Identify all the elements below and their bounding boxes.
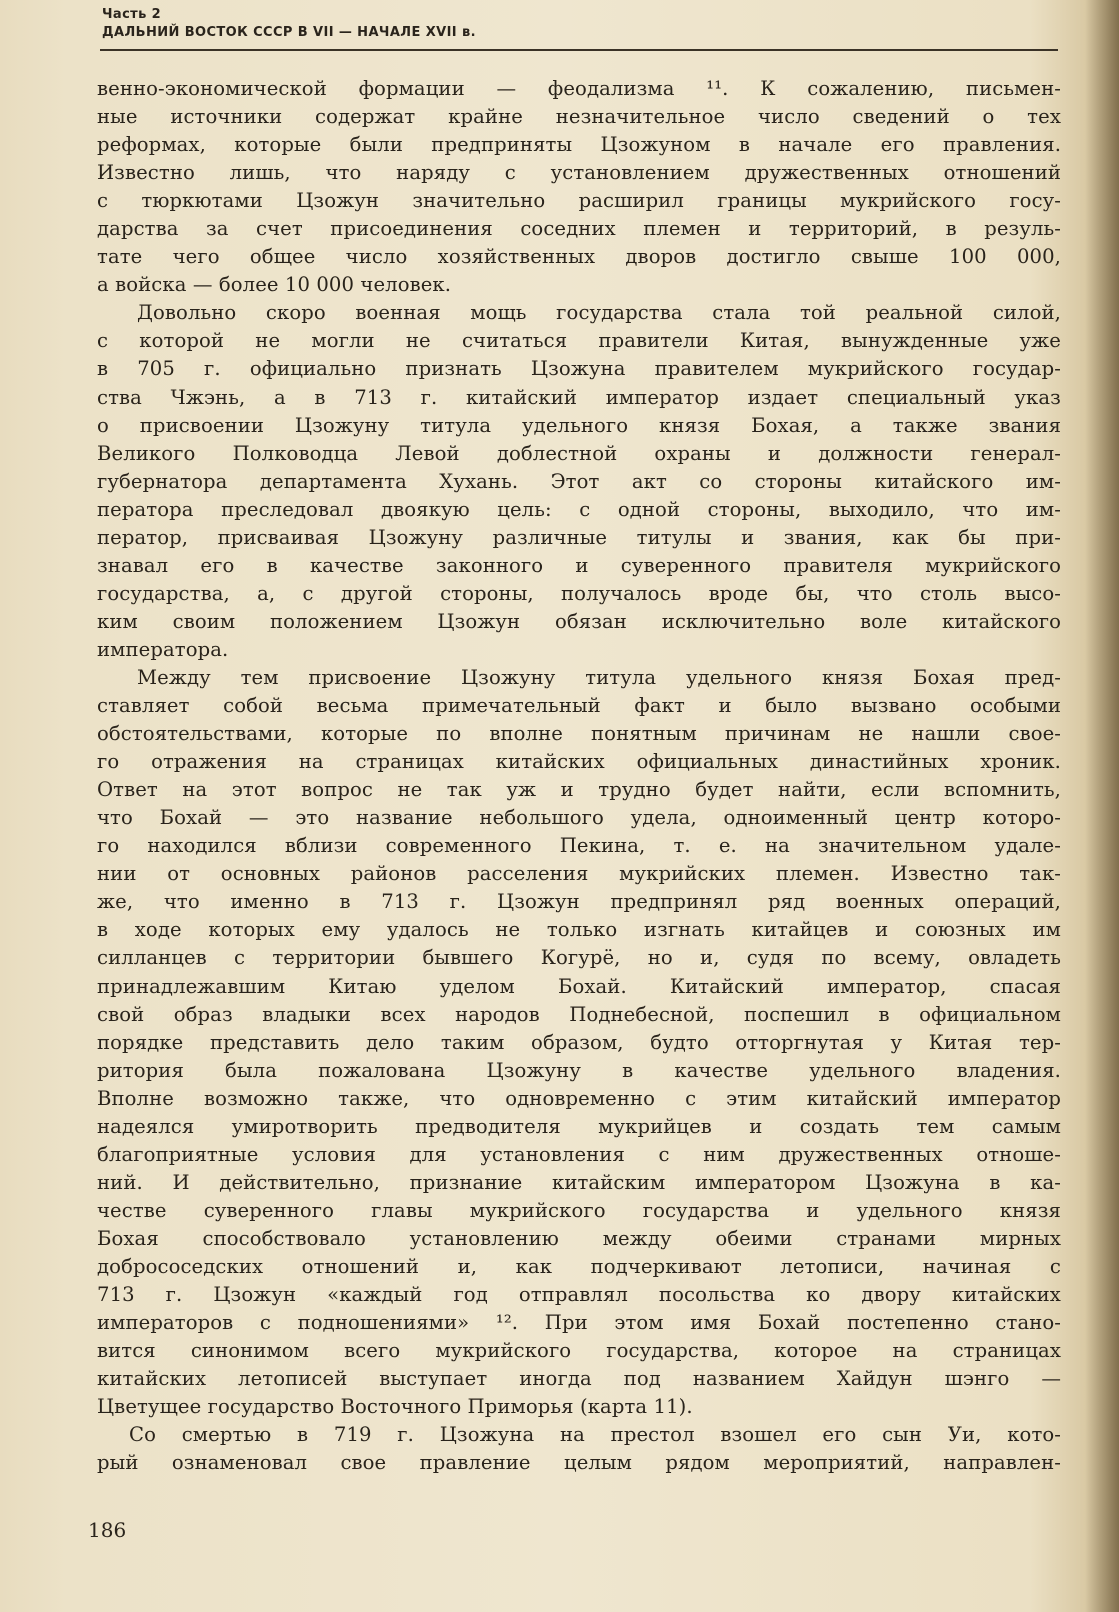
text-line: Со смертью в 719 г. Цзожуна на престол взошел его сын Уи, кото- xyxy=(129,1423,1062,1447)
text-line: Вполне возможно также, что одновременно с этим китайский император xyxy=(97,1086,1062,1110)
text-line: венно-экономической формации — феодализма ¹¹. К сожалению, письмен- xyxy=(97,77,1061,100)
text-line: же, что именно в 713 г. Цзожун предпринял ряд военных операций, xyxy=(97,890,1062,914)
text-line: го отражения на страницах китайских официальных династийных хроник. xyxy=(97,750,1061,774)
text-line: силланцев с территории бывшего Когурё, но и, судя по всему, овладеть xyxy=(97,946,1061,970)
text-line: Между тем присвоение Цзожуну титула удельного князя Бохая пред- xyxy=(137,665,1061,689)
text-line: свой образ владыки всех народов Поднебесной, поспешил в официальном xyxy=(97,1002,1062,1026)
text-line: 713 г. Цзожун «каждый год отправлял посольства ко двору китайских xyxy=(97,1283,1061,1307)
text-line: вится синонимом всего мукрийского государства, которое на страницах xyxy=(97,1339,1061,1363)
text-line: ким своим положением Цзожун обязан исключительно воле китайского xyxy=(97,609,1062,633)
text-line: обстоятельствами, которые по вполне понятным причинам не нашли свое- xyxy=(97,722,1062,746)
text-line: ператор, присваивая Цзожуну различные титулы и звания, как бы при- xyxy=(97,525,1061,549)
header-rule xyxy=(100,49,1058,51)
text-line: честве суверенного главы мукрийского государства и удельного князя xyxy=(97,1198,1061,1222)
text-line: императора. xyxy=(97,637,229,661)
text-line: тате чего общее число хозяйственных дворов достигло свыше 100 000, xyxy=(97,245,1062,269)
text-line: губернатора департамента Хухань. Этот акт со стороны китайского им- xyxy=(97,469,1061,493)
text-line: с которой не могли не считаться правители Китая, вынужденные уже xyxy=(97,329,1061,353)
text-line: ритория была пожалована Цзожуну в качестве удельного владения. xyxy=(97,1058,1061,1082)
text-line: Ответ на этот вопрос не так уж и трудно будет найти, если вспомнить, xyxy=(97,778,1061,802)
text-line: в ходе которых ему удалось не только изгнать китайцев и союзных им xyxy=(97,918,1061,942)
text-line: рый ознаменовал свое правление целым рядом мероприятий, направлен- xyxy=(97,1451,1062,1475)
text-line: ний. И действительно, признание китайским императором Цзожуна в ка- xyxy=(97,1170,1061,1194)
text-line: ставляет собой весьма примечательный факт и было вызвано особыми xyxy=(97,694,1062,718)
text-line: дарства за счет присоединения соседних племен и территорий, в резуль- xyxy=(97,217,1061,241)
text-line: что Бохай — это название небольшого удела, одноименный центр которо- xyxy=(97,806,1062,830)
text-line: с тюркютами Цзожун значительно расширил границы мукрийского госу- xyxy=(97,189,1062,213)
text-line: Известно лишь, что наряду с установлением дружественных отношений xyxy=(97,161,1062,185)
text-line: ные источники содержат крайне незначительное число сведений о тех xyxy=(97,105,1061,129)
text-line: ства Чжэнь, а в 713 г. китайский император издает специальный указ xyxy=(97,385,1061,409)
text-line: государства, а, с другой стороны, получалось вроде бы, что столь высо- xyxy=(97,581,1061,605)
text-line: нии от основных районов расселения мукрийских племен. Известно так- xyxy=(97,862,1062,886)
text-line: ператора преследовал двоякую цель: с одной стороны, выходило, что им- xyxy=(97,497,1061,521)
text-line: добрососедских отношений и, как подчеркивают летописи, начиная с xyxy=(97,1254,1061,1278)
part-label: Часть 2 xyxy=(102,7,162,22)
body-text xyxy=(97,75,1061,1477)
text-line: Цветущее государство Восточного Приморья (карта 11). xyxy=(97,1395,693,1419)
text-line: Бохая способствовало установлению между обеими странами мирных xyxy=(97,1226,1062,1250)
text-line: принадлежавшим Китаю уделом Бохай. Китайский император, спасая xyxy=(97,974,1061,998)
text-line: о присвоении Цзожуну титула удельного князя Бохая, а также звания xyxy=(97,413,1062,437)
page-number: 186 xyxy=(88,1518,127,1542)
text-line: в 705 г. официально признать Цзожуна правителем мукрийского государ- xyxy=(97,357,1061,381)
section-title: ДАЛЬНИЙ ВОСТОК СССР В VII — НАЧАЛЕ XVII в. xyxy=(102,25,476,40)
text-line: Великого Полководца Левой доблестной охраны и должности генерал- xyxy=(97,441,1062,465)
text-line: надеялся умиротворить предводителя мукрийцев и создать тем самым xyxy=(97,1114,1062,1138)
text-line: китайских летописей выступает иногда под названием Хайдун шэнго — xyxy=(97,1367,1062,1391)
page-edge-shadow xyxy=(1085,0,1119,1612)
text-line: знавал его в качестве законного и суверенного правителя мукрийского xyxy=(97,553,1061,577)
text-line: порядке представить дело таким образом, будто отторгнутая у Китая тер- xyxy=(97,1030,1061,1054)
text-line: реформах, которые были предприняты Цзожуном в начале его правления. xyxy=(97,133,1062,157)
text-line: императоров с подношениями» ¹². При этом имя Бохай постепенно стано- xyxy=(97,1311,1061,1335)
running-head xyxy=(102,6,1062,42)
text-line: Довольно скоро военная мощь государства стала той реальной силой, xyxy=(137,301,1061,325)
text-line: го находился вблизи современного Пекина, т. е. на значительном удале- xyxy=(97,834,1061,858)
text-line: благоприятные условия для установления с ним дружественных отноше- xyxy=(97,1142,1061,1166)
text-line: а войска — более 10 000 человек. xyxy=(97,273,452,297)
